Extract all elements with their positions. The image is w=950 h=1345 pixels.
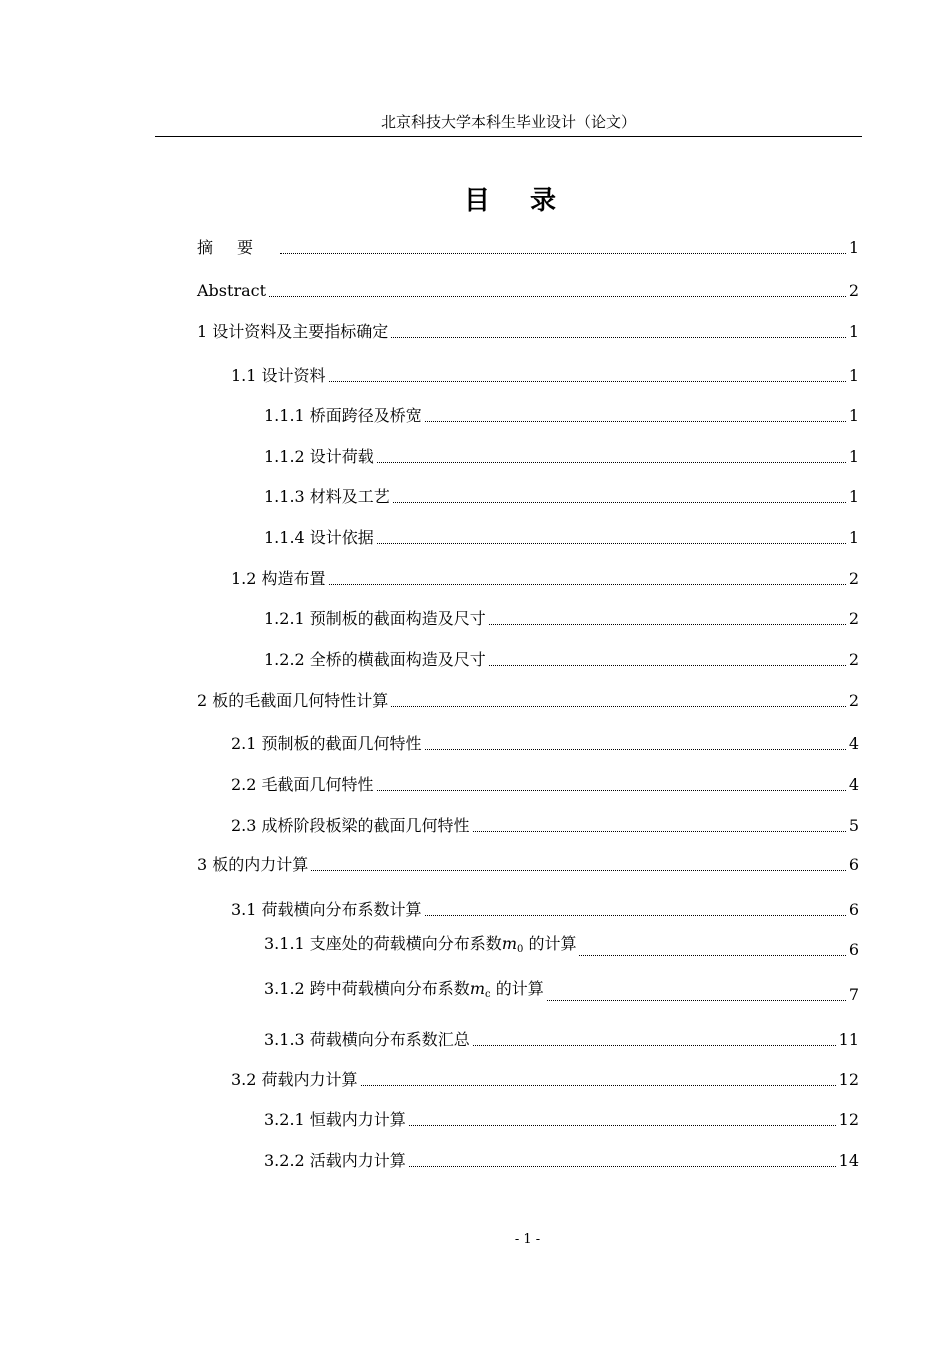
toc-leader <box>280 253 846 254</box>
toc-entry-abstract-en[interactable] <box>197 278 859 302</box>
toc-entry-label: 1.2 构造布置 <box>231 569 326 588</box>
toc-entry-page: 4 <box>848 734 859 753</box>
footer-dash-right: - <box>531 1232 541 1247</box>
toc-entry-2-2[interactable] <box>231 772 859 796</box>
toc-entry-3-2-1[interactable] <box>264 1107 859 1131</box>
toc-entry-1-2[interactable] <box>231 566 859 590</box>
toc-entry-label: 1.2.1 预制板的截面构造及尺寸 <box>264 609 486 628</box>
toc-entry-page: 1 <box>848 406 859 425</box>
toc-leader <box>393 502 846 503</box>
toc-entry-page: 1 <box>848 487 859 506</box>
toc-entry-label: 3 板的内力计算 <box>197 855 309 874</box>
toc-entry-label-text: 的计算 <box>528 934 577 953</box>
toc-entry-abstract-cn[interactable] <box>197 235 859 259</box>
toc-entry-label: 2.3 成桥阶段板梁的截面几何特性 <box>231 816 470 835</box>
toc-leader <box>391 706 846 707</box>
toc-leader <box>377 543 846 544</box>
toc-entry-label: Abstract <box>197 281 267 300</box>
page-number: 1 <box>523 1232 532 1247</box>
toc-entry-page: 2 <box>848 281 859 300</box>
toc-leader <box>329 584 846 585</box>
toc-entry-page: 1 <box>848 528 859 547</box>
toc-entry-page: 5 <box>848 816 859 835</box>
toc-leader <box>425 421 846 422</box>
toc-entry-1-1-3[interactable] <box>264 484 859 508</box>
toc-leader <box>377 790 846 791</box>
toc-entry-page: 1 <box>848 366 859 385</box>
toc-entry-page: 1 <box>848 322 859 341</box>
footer-dash-left: - <box>514 1232 524 1247</box>
toc-entry-3-2-2[interactable] <box>264 1148 859 1172</box>
toc-entry-page: 12 <box>838 1070 859 1089</box>
toc-leader <box>473 1045 836 1046</box>
toc-entry-3-1-2[interactable] <box>264 979 859 1006</box>
toc-entry-3-1[interactable] <box>231 897 859 921</box>
toc-entry-label: 1 设计资料及主要指标确定 <box>197 322 389 341</box>
toc-entry-1-1-4[interactable] <box>264 525 859 549</box>
toc-leader <box>269 296 846 297</box>
toc-entry-2-3[interactable] <box>231 813 859 837</box>
toc-entry-label: 3.2.2 活载内力计算 <box>264 1151 406 1170</box>
toc-entry-label: 3.1 荷载横向分布系数计算 <box>231 900 422 919</box>
toc-entry-label-text: 3.1.1 支座处的荷载横向分布系数 <box>264 934 502 953</box>
toc-leader <box>361 1085 836 1086</box>
toc-entry-chapter-2[interactable] <box>197 688 859 712</box>
toc-entry-page: 1 <box>848 447 859 466</box>
math-subscript: c <box>484 989 491 1000</box>
page-footer <box>0 1232 950 1247</box>
toc-leader <box>409 1125 836 1126</box>
toc-entry-label: 3.2 荷载内力计算 <box>231 1070 358 1089</box>
toc-leader <box>311 870 846 871</box>
toc-leader <box>409 1166 836 1167</box>
header-rule <box>155 136 862 137</box>
toc-entry-1-1-1[interactable] <box>264 403 859 427</box>
toc-entry-label: 1.1.3 材料及工艺 <box>264 487 390 506</box>
toc-entry-page: 14 <box>838 1151 859 1170</box>
toc-entry-label <box>264 933 576 961</box>
toc-leader <box>425 749 846 750</box>
toc-entry-label: 2.1 预制板的截面几何特性 <box>231 734 422 753</box>
toc-entry-1-1[interactable] <box>231 363 859 387</box>
toc-leader <box>473 831 846 832</box>
toc-leader <box>547 1000 846 1001</box>
toc-entry-page: 2 <box>848 691 859 710</box>
toc-entry-label-text: 3.1.2 跨中荷载横向分布系数 <box>264 979 470 998</box>
toc-entry-1-2-2[interactable] <box>264 647 859 671</box>
toc-leader <box>425 915 846 916</box>
toc-entry-chapter-1[interactable] <box>197 319 859 343</box>
toc-entry-label: 1.1 设计资料 <box>231 366 326 385</box>
toc-entry-page: 2 <box>848 609 859 628</box>
toc-entry-3-2[interactable] <box>231 1067 859 1091</box>
toc-entry-3-1-3[interactable] <box>264 1027 859 1051</box>
toc-entry-page: 12 <box>838 1110 859 1129</box>
toc-leader <box>377 462 846 463</box>
toc-entry-page: 11 <box>838 1030 859 1049</box>
toc-entry-2-1[interactable] <box>231 731 859 755</box>
toc-entry-label: 3.1.3 荷载横向分布系数汇总 <box>264 1030 470 1049</box>
toc-entry-label: 1.1.1 桥面跨径及桥宽 <box>264 406 422 425</box>
math-symbol: m <box>501 934 517 953</box>
toc-leader <box>489 624 846 625</box>
toc-entry-1-2-1[interactable] <box>264 606 859 630</box>
toc-entry-label: 2.2 毛截面几何特性 <box>231 775 374 794</box>
toc-entry-label: 1.1.4 设计依据 <box>264 528 374 547</box>
toc-leader <box>579 955 845 956</box>
toc-entry-page: 4 <box>848 775 859 794</box>
toc-entry-page: 6 <box>848 855 859 874</box>
math-subscript: 0 <box>516 944 524 955</box>
math-symbol: m <box>469 979 485 998</box>
toc-entry-page: 1 <box>848 238 859 257</box>
toc-entry-3-1-1[interactable] <box>264 934 859 961</box>
toc-entry-label: 摘要 <box>197 238 278 257</box>
toc-entry-label: 1.1.2 设计荷载 <box>264 447 374 466</box>
toc-entry-label-text: 的计算 <box>495 979 544 998</box>
toc-entry-1-1-2[interactable] <box>264 444 859 468</box>
toc-entry-page: 6 <box>848 940 859 959</box>
toc-entry-chapter-3[interactable] <box>197 852 859 876</box>
toc-entry-label: 3.2.1 恒载内力计算 <box>264 1110 406 1129</box>
toc-entry-label <box>264 978 544 1006</box>
toc-entry-label: 2 板的毛截面几何特性计算 <box>197 691 389 710</box>
toc-leader <box>391 337 846 338</box>
toc-entry-page: 2 <box>848 650 859 669</box>
toc-entry-page: 6 <box>848 900 859 919</box>
toc-title: 目录 <box>463 186 596 216</box>
toc-entry-page: 2 <box>848 569 859 588</box>
toc-entry-label: 1.2.2 全桥的横截面构造及尺寸 <box>264 650 486 669</box>
page-header: 北京科技大学本科生毕业设计（论文） <box>380 113 636 131</box>
toc-entry-page: 7 <box>848 985 859 1004</box>
toc-leader <box>489 665 846 666</box>
toc-leader <box>329 381 846 382</box>
